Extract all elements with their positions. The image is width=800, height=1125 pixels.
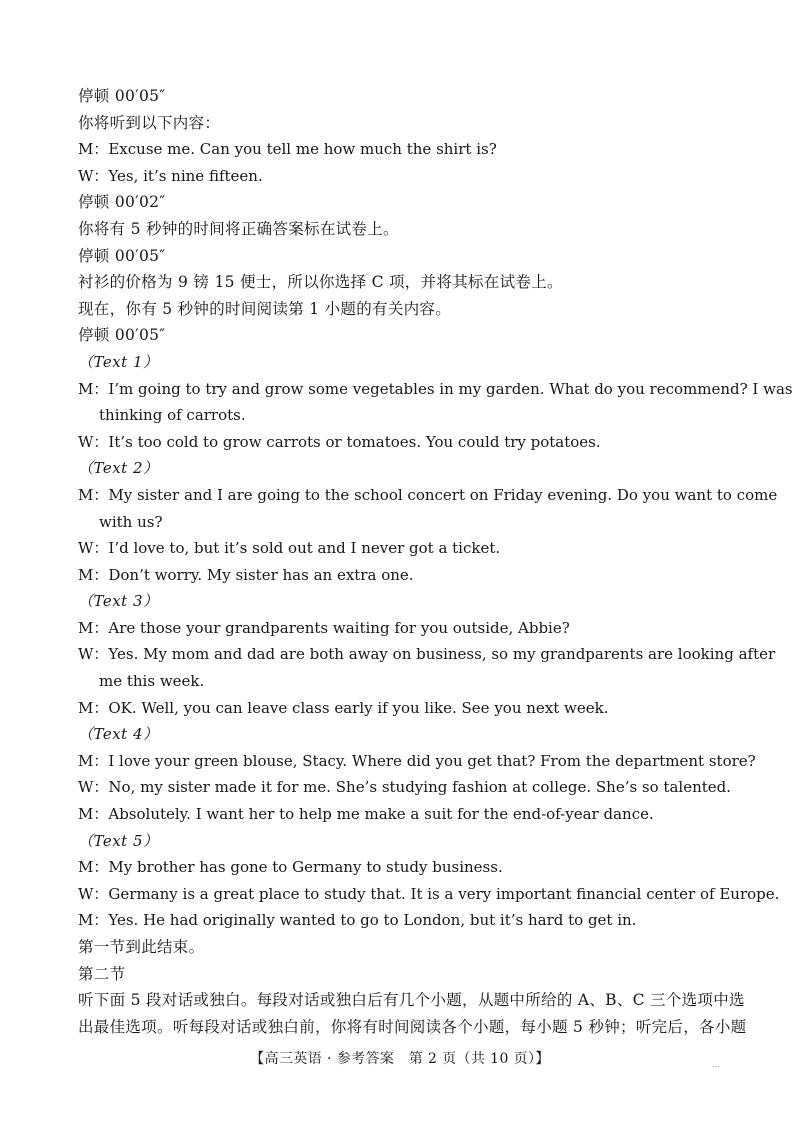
dialogue-line: W：Yes. My mom and dad are both away on business, so my grandparents are looking after [78,645,776,664]
dialogue-line: M：I love your green blouse, Stacy. Where did you get that? From the department store? [78,751,756,770]
dialogue-line: M：My sister and I are going to the school concert on Friday evening. Do you want to come [78,485,778,504]
continuation-line: thinking of carrots. [99,406,246,425]
instruction-line: 第一节到此结束。 [78,938,205,956]
text-label: （Text 3） [78,592,159,611]
dialogue-line: W：It’s too cold to grow carrots or tomatoes. You could try potatoes. [78,432,601,451]
dialogue-line: M：Don’t worry. My sister has an extra one. [78,565,414,584]
text-label: （Text 1） [78,352,159,371]
corner-mark: … [712,1060,720,1069]
instruction-line: 停顿 00′05″ [78,87,166,105]
instruction-line: 停顿 00′02″ [78,193,166,212]
instruction-line: 衬衫的价格为 9 镑 15 便士，所以你选择 C 项，并将其标在试卷上。 [78,273,563,292]
dialogue-line: W：No, my sister made it for me. She’s studying fashion at college. She’s so talented. [78,778,732,797]
page-footer: 【高三英语 · 参考答案 第 2 页（共 10 页）】 [250,1051,550,1067]
dialogue-line: M：My brother has gone to Germany to study business. [78,858,503,877]
dialogue-line: M：Are those your grandparents waiting for you outside, Abbie? [78,618,570,637]
dialogue-line: W：Germany is a great place to study that. It is a very important financial center of Europe. [78,884,780,903]
instruction-line: 停顿 00′05″ [78,326,166,345]
dialogue-line: M：I’m going to try and grow some vegetables in my garden. What do you recommend? I was [78,379,793,398]
dialogue-line: M：Absolutely. I want her to help me make a suit for the end-of-year dance. [78,805,654,824]
dialogue-line: M：OK. Well, you can leave class early if you like. See you next week. [78,698,609,717]
text-label: （Text 4） [78,725,159,744]
instruction-line: 你将有 5 秒钟的时间将正确答案标在试卷上。 [78,219,399,238]
instruction-line: 出最佳选项。听每段对话或独白前，你将有时间阅读各个小题，每小题 5 秒钟；听完后，各小题 [78,1017,747,1036]
dialogue-line: W：Yes, it’s nine fifteen. [78,166,263,185]
dialogue-line: W：I’d love to, but it’s sold out and I never got a ticket. [78,539,501,558]
transcript-body [0,83,800,1040]
instruction-line: 现在，你有 5 秒钟的时间阅读第 1 小题的有关内容。 [78,299,452,318]
dialogue-line: M：Yes. He had originally wanted to go to London, but it’s hard to get in. [78,911,637,930]
continuation-line: with us? [99,512,163,531]
instruction-line: 你将听到以下内容： [78,113,221,132]
text-label: （Text 5） [78,831,159,850]
instruction-line: 第二节 [78,964,126,983]
instruction-line: 停顿 00′05″ [78,246,166,265]
dialogue-line: M：Excuse me. Can you tell me how much the shirt is? [78,140,497,159]
text-label: （Text 2） [78,459,159,478]
continuation-line: me this week. [99,672,205,691]
instruction-line: 听下面 5 段对话或独白。每段对话或独白后有几个小题，从题中所给的 A、B、C 三个选项中选 [78,991,745,1010]
